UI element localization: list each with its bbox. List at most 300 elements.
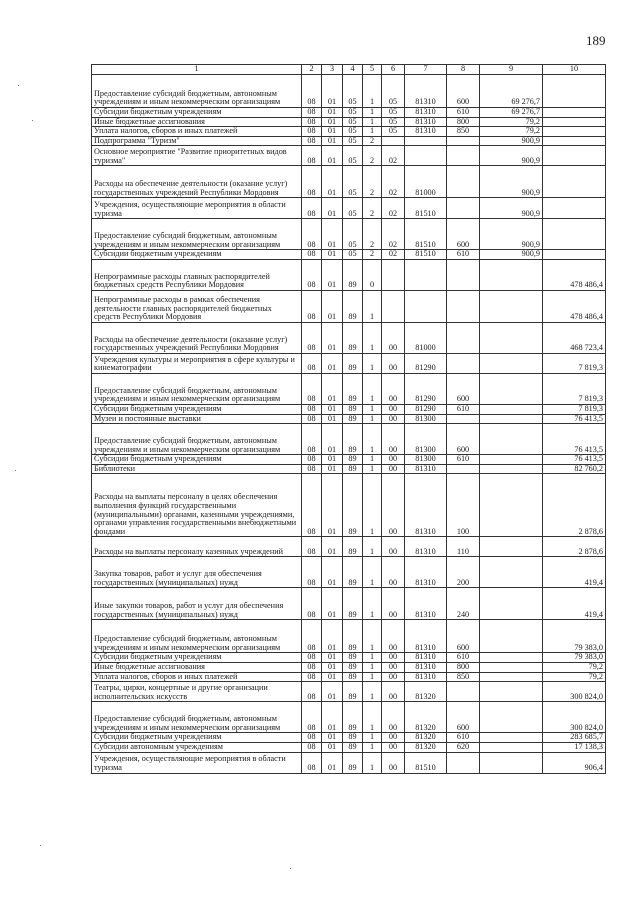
target-code-cell: 81320 xyxy=(405,742,447,752)
event-code-cell: 00 xyxy=(382,464,405,474)
expense-type-cell xyxy=(447,291,480,323)
target-code-cell: 81300 xyxy=(405,424,447,455)
event-code-cell: 02 xyxy=(382,250,405,260)
event-code-cell xyxy=(382,136,405,146)
event-code-cell: 00 xyxy=(382,474,405,537)
description-cell: Субсидии бюджетным учреждениям xyxy=(92,108,302,118)
table-row xyxy=(92,588,606,620)
event-code-cell: 02 xyxy=(382,198,405,219)
scan-speck xyxy=(32,120,33,121)
subprogram-code-cell: 2 xyxy=(363,136,382,146)
subprogram-code-cell: 1 xyxy=(363,588,382,620)
subsection-code-cell: 01 xyxy=(322,108,343,118)
description-cell: Субсидии бюджетным учреждениям xyxy=(92,455,302,465)
amount-col-9-cell xyxy=(480,424,543,455)
program-code-cell: 89 xyxy=(343,405,363,415)
subsection-code-cell: 01 xyxy=(322,588,343,620)
subsection-code-cell: 01 xyxy=(322,166,343,198)
target-code-cell: 81290 xyxy=(405,354,447,374)
amount-col-10-cell xyxy=(543,108,606,118)
subsection-code-cell: 01 xyxy=(322,537,343,557)
event-code-cell: 00 xyxy=(382,405,405,415)
subsection-code-cell: 01 xyxy=(322,742,343,752)
amount-col-9-cell: 79,2 xyxy=(480,127,543,137)
expense-type-cell: 850 xyxy=(447,127,480,137)
amount-col-10-cell xyxy=(543,117,606,127)
program-code-cell: 89 xyxy=(343,682,363,702)
target-code-cell: 81310 xyxy=(405,537,447,557)
event-code-cell: 00 xyxy=(382,672,405,682)
section-code-cell: 08 xyxy=(302,682,322,702)
program-code-cell: 89 xyxy=(343,653,363,663)
amount-col-9-cell xyxy=(480,474,543,537)
description-cell: Предоставление субсидий бюджетным, автономным учреждениям и иным некоммерческим организациям xyxy=(92,620,302,653)
amount-col-10-cell: 7 819,3 xyxy=(543,374,606,405)
table-row xyxy=(92,557,606,588)
program-code-cell: 89 xyxy=(343,663,363,673)
amount-col-10-cell xyxy=(543,166,606,198)
target-code-cell: 81310 xyxy=(405,474,447,537)
section-code-cell: 08 xyxy=(302,117,322,127)
program-code-cell: 89 xyxy=(343,414,363,424)
subprogram-code-cell: 1 xyxy=(363,557,382,588)
expense-type-cell xyxy=(447,414,480,424)
target-code-cell: 81510 xyxy=(405,198,447,219)
program-code-cell: 89 xyxy=(343,742,363,752)
event-code-cell: 02 xyxy=(382,219,405,250)
expense-type-cell: 800 xyxy=(447,117,480,127)
description-cell: Расходы на обеспечение деятельности (оказание услуг) государственных учреждений Республики Мордовия xyxy=(92,323,302,354)
description-cell: Непрограммные расходы в рамках обеспечения деятельности главных распорядителей бюджетных средств Республики Мордовия xyxy=(92,291,302,323)
target-code-cell: 81510 xyxy=(405,250,447,260)
event-code-cell: 00 xyxy=(382,742,405,752)
event-code-cell xyxy=(382,291,405,323)
description-cell: Предоставление субсидий бюджетным, автономным учреждениям и иным некоммерческим организациям xyxy=(92,702,302,733)
subsection-code-cell: 01 xyxy=(322,250,343,260)
subsection-code-cell: 01 xyxy=(322,75,343,108)
amount-col-9-cell: 900,9 xyxy=(480,198,543,219)
description-cell: Непрограммные расходы главных распорядителей бюджетных средств Республики Мордовия xyxy=(92,260,302,291)
subprogram-code-cell: 1 xyxy=(363,464,382,474)
program-code-cell: 05 xyxy=(343,108,363,118)
event-code-cell xyxy=(382,260,405,291)
description-cell: Уплата налогов, сборов и иных платежей xyxy=(92,127,302,137)
subprogram-code-cell: 1 xyxy=(363,291,382,323)
expense-type-cell xyxy=(447,166,480,198)
table-row xyxy=(92,682,606,702)
event-code-cell: 00 xyxy=(382,733,405,743)
program-code-cell: 89 xyxy=(343,588,363,620)
program-code-cell: 05 xyxy=(343,146,363,166)
header-col-10: 10 xyxy=(543,65,606,75)
amount-col-10-cell xyxy=(543,198,606,219)
amount-col-9-cell: 900,9 xyxy=(480,166,543,198)
section-code-cell: 08 xyxy=(302,588,322,620)
table-row xyxy=(92,374,606,405)
expense-type-cell xyxy=(447,146,480,166)
amount-col-10-cell: 76 413,5 xyxy=(543,414,606,424)
scan-speck xyxy=(18,85,19,86)
expense-type-cell xyxy=(447,464,480,474)
section-code-cell: 08 xyxy=(302,620,322,653)
section-code-cell: 08 xyxy=(302,166,322,198)
header-col-4: 4 xyxy=(343,65,363,75)
section-code-cell: 08 xyxy=(302,663,322,673)
subsection-code-cell: 01 xyxy=(322,198,343,219)
target-code-cell: 81310 xyxy=(405,127,447,137)
subprogram-code-cell: 1 xyxy=(363,127,382,137)
subsection-code-cell: 01 xyxy=(322,127,343,137)
amount-col-9-cell xyxy=(480,672,543,682)
expense-type-cell: 610 xyxy=(447,653,480,663)
amount-col-9-cell: 900,9 xyxy=(480,136,543,146)
table-row xyxy=(92,672,606,682)
program-code-cell: 05 xyxy=(343,75,363,108)
table-row xyxy=(92,108,606,118)
target-code-cell: 81000 xyxy=(405,166,447,198)
program-code-cell: 89 xyxy=(343,620,363,653)
target-code-cell: 81290 xyxy=(405,374,447,405)
header-col-8: 8 xyxy=(447,65,480,75)
amount-col-10-cell xyxy=(543,219,606,250)
subsection-code-cell: 01 xyxy=(322,260,343,291)
expense-type-cell: 610 xyxy=(447,108,480,118)
event-code-cell: 00 xyxy=(382,557,405,588)
amount-col-10-cell: 82 760,2 xyxy=(543,464,606,474)
section-code-cell: 08 xyxy=(302,414,322,424)
section-code-cell: 08 xyxy=(302,136,322,146)
target-code-cell: 81000 xyxy=(405,323,447,354)
subsection-code-cell: 01 xyxy=(322,424,343,455)
target-code-cell: 81310 xyxy=(405,108,447,118)
event-code-cell: 00 xyxy=(382,354,405,374)
subsection-code-cell: 01 xyxy=(322,620,343,653)
subprogram-code-cell: 1 xyxy=(363,653,382,663)
header-col-2: 2 xyxy=(302,65,322,75)
section-code-cell: 08 xyxy=(302,127,322,137)
amount-col-9-cell xyxy=(480,464,543,474)
table-row xyxy=(92,166,606,198)
amount-col-9-cell xyxy=(480,620,543,653)
subsection-code-cell: 01 xyxy=(322,663,343,673)
budget-table xyxy=(91,64,606,774)
subprogram-code-cell: 0 xyxy=(363,260,382,291)
amount-col-9-cell xyxy=(480,291,543,323)
expense-type-cell: 600 xyxy=(447,374,480,405)
table-row xyxy=(92,455,606,465)
program-code-cell: 05 xyxy=(343,127,363,137)
description-cell: Закупка товаров, работ и услуг для обеспечения государственных (муниципальных) нужд xyxy=(92,557,302,588)
target-code-cell: 81310 xyxy=(405,620,447,653)
section-code-cell: 08 xyxy=(302,146,322,166)
expense-type-cell xyxy=(447,752,480,773)
target-code-cell: 81310 xyxy=(405,588,447,620)
section-code-cell: 08 xyxy=(302,653,322,663)
amount-col-10-cell: 478 486,4 xyxy=(543,260,606,291)
expense-type-cell: 240 xyxy=(447,588,480,620)
program-code-cell: 89 xyxy=(343,323,363,354)
expense-type-cell: 800 xyxy=(447,663,480,673)
table-row xyxy=(92,127,606,137)
amount-col-10-cell: 79 383,0 xyxy=(543,653,606,663)
description-cell: Субсидии автономным учреждениям xyxy=(92,742,302,752)
table-row xyxy=(92,742,606,752)
subsection-code-cell: 01 xyxy=(322,146,343,166)
table-body xyxy=(92,75,606,774)
scan-speck xyxy=(15,470,16,471)
target-code-cell: 81310 xyxy=(405,663,447,673)
subprogram-code-cell: 1 xyxy=(363,663,382,673)
description-cell: Музеи и постоянные выставки xyxy=(92,414,302,424)
description-cell: Предоставление субсидий бюджетным, автономным учреждениям и иным некоммерческим организациям xyxy=(92,374,302,405)
table-row xyxy=(92,117,606,127)
subsection-code-cell: 01 xyxy=(322,672,343,682)
target-code-cell: 81320 xyxy=(405,733,447,743)
amount-col-9-cell xyxy=(480,682,543,702)
target-code-cell: 81310 xyxy=(405,75,447,108)
expense-type-cell: 600 xyxy=(447,75,480,108)
section-code-cell: 08 xyxy=(302,405,322,415)
subprogram-code-cell: 1 xyxy=(363,537,382,557)
expense-type-cell: 600 xyxy=(447,219,480,250)
subprogram-code-cell: 1 xyxy=(363,75,382,108)
amount-col-9-cell xyxy=(480,374,543,405)
table-row xyxy=(92,219,606,250)
table-row xyxy=(92,537,606,557)
table-row xyxy=(92,198,606,219)
program-code-cell: 89 xyxy=(343,474,363,537)
expense-type-cell xyxy=(447,354,480,374)
amount-col-10-cell: 76 413,5 xyxy=(543,424,606,455)
table-row xyxy=(92,405,606,415)
program-code-cell: 89 xyxy=(343,733,363,743)
target-code-cell: 81510 xyxy=(405,219,447,250)
expense-type-cell: 200 xyxy=(447,557,480,588)
program-code-cell: 89 xyxy=(343,354,363,374)
amount-col-9-cell xyxy=(480,557,543,588)
expense-type-cell: 610 xyxy=(447,405,480,415)
event-code-cell: 00 xyxy=(382,424,405,455)
event-code-cell: 05 xyxy=(382,117,405,127)
program-code-cell: 89 xyxy=(343,557,363,588)
table-row xyxy=(92,663,606,673)
scan-speck xyxy=(290,868,291,869)
target-code-cell: 81310 xyxy=(405,464,447,474)
table-row xyxy=(92,323,606,354)
event-code-cell: 00 xyxy=(382,752,405,773)
amount-col-10-cell xyxy=(543,75,606,108)
subprogram-code-cell: 1 xyxy=(363,474,382,537)
target-code-cell: 81310 xyxy=(405,672,447,682)
subprogram-code-cell: 1 xyxy=(363,374,382,405)
description-cell: Учреждения культуры и мероприятия в сфере культуры и кинематографии xyxy=(92,354,302,374)
amount-col-9-cell: 69 276,7 xyxy=(480,108,543,118)
table-row xyxy=(92,146,606,166)
target-code-cell xyxy=(405,146,447,166)
event-code-cell: 00 xyxy=(382,374,405,405)
target-code-cell xyxy=(405,291,447,323)
description-cell: Расходы на выплаты персоналу казенных учреждений xyxy=(92,537,302,557)
program-code-cell: 89 xyxy=(343,260,363,291)
subprogram-code-cell: 1 xyxy=(363,424,382,455)
table-row xyxy=(92,136,606,146)
description-cell: Субсидии бюджетным учреждениям xyxy=(92,653,302,663)
expense-type-cell: 850 xyxy=(447,672,480,682)
subprogram-code-cell: 1 xyxy=(363,742,382,752)
table-row xyxy=(92,464,606,474)
description-cell: Субсидии бюджетным учреждениям xyxy=(92,250,302,260)
amount-col-9-cell xyxy=(480,455,543,465)
subsection-code-cell: 01 xyxy=(322,557,343,588)
table-row xyxy=(92,424,606,455)
subsection-code-cell: 01 xyxy=(322,752,343,773)
event-code-cell: 00 xyxy=(382,455,405,465)
event-code-cell: 00 xyxy=(382,620,405,653)
amount-col-9-cell xyxy=(480,653,543,663)
amount-col-9-cell xyxy=(480,405,543,415)
subprogram-code-cell: 1 xyxy=(363,702,382,733)
section-code-cell: 08 xyxy=(302,250,322,260)
expense-type-cell: 600 xyxy=(447,620,480,653)
description-cell: Расходы на выплаты персоналу в целях обеспечения выполнения функций государственными (муниципальными) органами, казенными учреждениями, органами управления государственными внебюджетными фондами xyxy=(92,474,302,537)
page-number: 189 xyxy=(586,33,606,48)
section-code-cell: 08 xyxy=(302,108,322,118)
amount-col-9-cell: 900,9 xyxy=(480,250,543,260)
section-code-cell: 08 xyxy=(302,323,322,354)
amount-col-9-cell: 69 276,7 xyxy=(480,75,543,108)
expense-type-cell: 110 xyxy=(447,537,480,557)
table-row xyxy=(92,620,606,653)
program-code-cell: 89 xyxy=(343,672,363,682)
expense-type-cell: 610 xyxy=(447,733,480,743)
amount-col-10-cell: 419,4 xyxy=(543,557,606,588)
target-code-cell xyxy=(405,260,447,291)
subsection-code-cell: 01 xyxy=(322,117,343,127)
subsection-code-cell: 01 xyxy=(322,405,343,415)
amount-col-10-cell xyxy=(543,146,606,166)
section-code-cell: 08 xyxy=(302,424,322,455)
event-code-cell: 00 xyxy=(382,702,405,733)
amount-col-9-cell xyxy=(480,733,543,743)
program-code-cell: 89 xyxy=(343,424,363,455)
amount-col-9-cell xyxy=(480,260,543,291)
subprogram-code-cell: 1 xyxy=(363,323,382,354)
program-code-cell: 05 xyxy=(343,136,363,146)
table-row xyxy=(92,702,606,733)
subprogram-code-cell: 1 xyxy=(363,620,382,653)
subsection-code-cell: 01 xyxy=(322,682,343,702)
amount-col-9-cell xyxy=(480,742,543,752)
target-code-cell: 81310 xyxy=(405,117,447,127)
header-row xyxy=(92,65,606,75)
section-code-cell: 08 xyxy=(302,374,322,405)
section-code-cell: 08 xyxy=(302,260,322,291)
subprogram-code-cell: 2 xyxy=(363,146,382,166)
description-cell: Иные бюджетные ассигнования xyxy=(92,117,302,127)
amount-col-9-cell xyxy=(480,702,543,733)
amount-col-10-cell: 2 878,6 xyxy=(543,537,606,557)
subprogram-code-cell: 1 xyxy=(363,455,382,465)
table-row xyxy=(92,653,606,663)
event-code-cell: 00 xyxy=(382,323,405,354)
subsection-code-cell: 01 xyxy=(322,702,343,733)
table-row xyxy=(92,474,606,537)
description-cell: Учреждения, осуществляющие мероприятия в области туризма xyxy=(92,752,302,773)
target-code-cell xyxy=(405,136,447,146)
subprogram-code-cell: 1 xyxy=(363,672,382,682)
subprogram-code-cell: 1 xyxy=(363,117,382,127)
subprogram-code-cell: 1 xyxy=(363,752,382,773)
subsection-code-cell: 01 xyxy=(322,136,343,146)
header-col-6: 6 xyxy=(382,65,405,75)
target-code-cell: 81320 xyxy=(405,702,447,733)
target-code-cell: 81320 xyxy=(405,682,447,702)
target-code-cell: 81310 xyxy=(405,557,447,588)
section-code-cell: 08 xyxy=(302,742,322,752)
subprogram-code-cell: 2 xyxy=(363,166,382,198)
program-code-cell: 05 xyxy=(343,166,363,198)
description-cell: Подпрограмма "Туризм" xyxy=(92,136,302,146)
table-row xyxy=(92,354,606,374)
amount-col-10-cell: 468 723,4 xyxy=(543,323,606,354)
amount-col-10-cell: 17 138,3 xyxy=(543,742,606,752)
table-row xyxy=(92,291,606,323)
amount-col-10-cell xyxy=(543,136,606,146)
expense-type-cell: 600 xyxy=(447,702,480,733)
amount-col-9-cell: 900,9 xyxy=(480,146,543,166)
expense-type-cell: 620 xyxy=(447,742,480,752)
program-code-cell: 89 xyxy=(343,464,363,474)
subsection-code-cell: 01 xyxy=(322,323,343,354)
description-cell: Иные бюджетные ассигнования xyxy=(92,663,302,673)
amount-col-10-cell: 300 824,0 xyxy=(543,682,606,702)
amount-col-10-cell: 79,2 xyxy=(543,663,606,673)
header-col-9: 9 xyxy=(480,65,543,75)
section-code-cell: 08 xyxy=(302,537,322,557)
section-code-cell: 08 xyxy=(302,464,322,474)
event-code-cell: 05 xyxy=(382,108,405,118)
scan-speck xyxy=(40,845,41,846)
description-cell: Субсидии бюджетным учреждениям xyxy=(92,405,302,415)
section-code-cell: 08 xyxy=(302,455,322,465)
expense-type-cell: 600 xyxy=(447,424,480,455)
subsection-code-cell: 01 xyxy=(322,455,343,465)
header-col-1: 1 xyxy=(92,65,302,75)
program-code-cell: 89 xyxy=(343,291,363,323)
header-col-5: 5 xyxy=(363,65,382,75)
section-code-cell: 08 xyxy=(302,752,322,773)
expense-type-cell: 610 xyxy=(447,455,480,465)
section-code-cell: 08 xyxy=(302,474,322,537)
program-code-cell: 89 xyxy=(343,455,363,465)
program-code-cell: 05 xyxy=(343,250,363,260)
expense-type-cell xyxy=(447,198,480,219)
table-row xyxy=(92,752,606,773)
event-code-cell: 00 xyxy=(382,588,405,620)
expense-type-cell: 610 xyxy=(447,250,480,260)
subsection-code-cell: 01 xyxy=(322,374,343,405)
description-cell: Предоставление субсидий бюджетным, автономным учреждениям и иным некоммерческим организациям xyxy=(92,75,302,108)
amount-col-10-cell: 79 383,0 xyxy=(543,620,606,653)
subprogram-code-cell: 2 xyxy=(363,198,382,219)
description-cell: Уплата налогов, сборов и иных платежей xyxy=(92,672,302,682)
event-code-cell: 02 xyxy=(382,146,405,166)
subsection-code-cell: 01 xyxy=(322,464,343,474)
event-code-cell: 00 xyxy=(382,663,405,673)
amount-col-9-cell xyxy=(480,588,543,620)
program-code-cell: 89 xyxy=(343,374,363,405)
description-cell: Иные закупки товаров, работ и услуг для обеспечения государственных (муниципальных) нужд xyxy=(92,588,302,620)
